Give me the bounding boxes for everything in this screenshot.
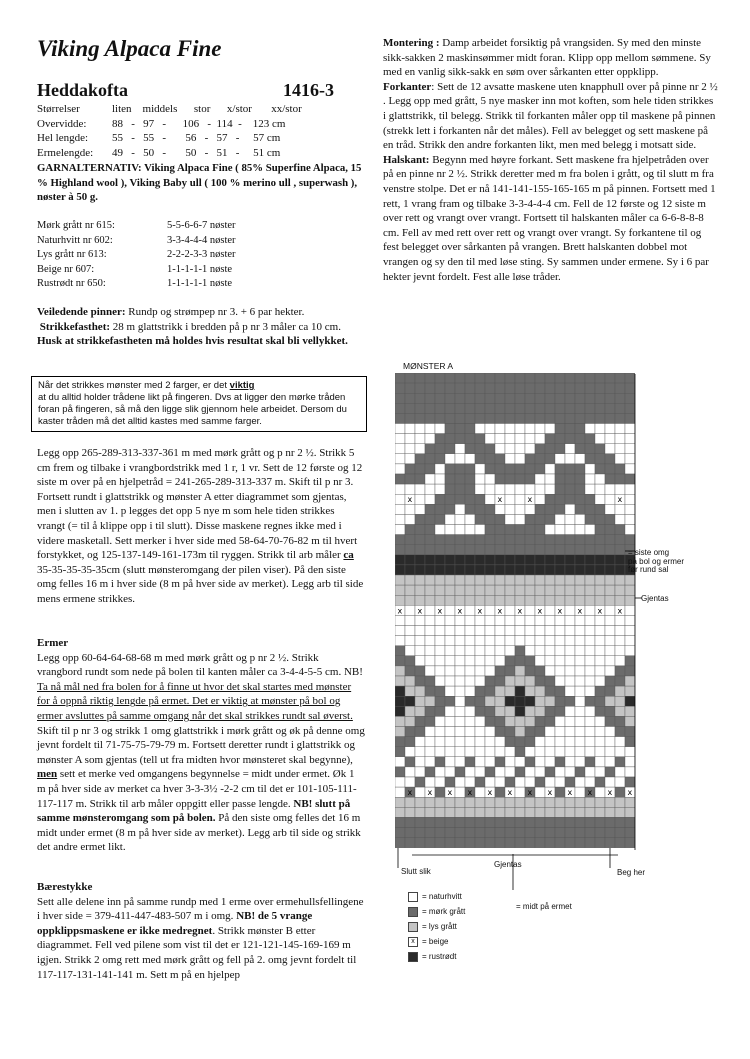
beige-mark: x	[477, 606, 483, 616]
beige-mark: x	[607, 788, 613, 798]
size-row: Overvidde: 88 - 97 - 106 - 114 - 123 cm	[37, 117, 286, 130]
beige-mark: x	[407, 495, 413, 505]
beige-mark: x	[447, 788, 453, 798]
legend-item: x = beige	[408, 934, 465, 949]
beige-mark: x	[517, 606, 523, 616]
last-round-note: = siste omg på bol og ermer før rund sal	[628, 548, 685, 574]
end-here-label: Slutt slik	[401, 867, 431, 876]
beige-mark: x	[397, 606, 403, 616]
legend-item: = naturhvitt	[408, 889, 465, 904]
needles-gauge: Veiledende pinner: Rundp og strømpep nr 3. + 6 par hekter. Strikkefasthet: 28 m glattstrikk i bredden på p nr 3 måler ca 10 cm. Husk at strikkefastheten må holdes hvis resultat skal bli vellykket.	[37, 306, 348, 348]
yoke-section: Bærestykke Sett alle delene inn på samme rundp med 1 erme over ermehullsfellingene i hver side = 379-411-447-483-507 m i omg. NB! de 5 vrange oppklippsmaskene er ikke medregnet. Strikk mønster B etter diagrammet. Fell ved pilene som vist til det er 121-121-145-169-169 m igjen. Strikk 2 omg rett med mørk grått og fell på 2. omg jevnt fordelt til 117-117-131-141-141 m. Sett m på en hjelpep	[37, 881, 364, 981]
legend-item: = lys grått	[408, 919, 465, 934]
brand-title: Viking Alpaca Fine	[37, 36, 222, 61]
sleeve-center-label: = midt på ermet	[516, 902, 572, 911]
beige-mark: x	[427, 788, 433, 798]
beige-mark: x	[527, 788, 533, 798]
beige-mark: x	[617, 606, 623, 616]
yarn-row: Naturhvitt nr 602: 3-3-4-4-4 nøster	[37, 234, 236, 246]
body-instructions: Legg opp 265-289-313-337-361 m med mørk grått og p nr 2 ½. Strikk 5 cm frem og tilbake i vrangbordstrikk med 1 r, 1 vr. Sett de 12 første og 12 siste m over på en hjelpetråd = 241-265-289-313-337 m. Skift til p nr 3. Fortsett rundt i glattstrikk og mønster A etter diagrammet som gjentas, men i slutten av 1. p legges det opp 5 nye m som hele tiden strikkes vrangt (= til å klippe opp i til slutt). Disse maskene regnes ikke med i videre masketall. Sett merker i hver side med 58-64-70-76-82 m til hvert forstykket, og 125-137-149-161-173m til ryggen. Strikk til arb måler ca 35-35-35-35-35cm (slutt mønsteromgang der pilen viser). På den siste omg felles 16 m i hver side (8 m på hver side av merket). Legg arb til side mens ermene strikkes.	[37, 447, 364, 605]
beige-mark: x	[487, 788, 493, 798]
beige-mark: x	[527, 495, 533, 505]
beige-mark: x	[417, 606, 423, 616]
beige-mark: x	[507, 788, 513, 798]
beige-mark: x	[617, 495, 623, 505]
beige-mark: x	[597, 606, 603, 616]
note-box: Når det strikkes mønster med 2 farger, er det viktig at du alltid holder trådene likt på fingeren. Dvs at ligger den mørke tråden foran på fingeren, så må den ligge slik gjennom hele arbeidet. Dersom du kaster tråden må det alltid kastes med samme farger.	[31, 376, 367, 432]
beige-mark: x	[567, 788, 573, 798]
swatch-icon	[408, 892, 418, 902]
legend	[408, 889, 465, 964]
model-name: Heddakofta	[37, 80, 129, 100]
beige-mark: x	[497, 606, 503, 616]
sleeves-section: Ermer Legg opp 60-64-64-68-68 m med mørk grått og p nr 2 ½. Strikk vrangbord rundt som nede på bolen til kanten måler ca 3-4-4-5-5 cm. NB! Ta nå mål ned fra bolen for å finne ut hvor det skal startes med mønster for å oppnå riktig lengde på ermet. Det er viktig at mønster på bol og ermer avsluttes på samme omgang når det skal strikkes rundt sal øverst. Skift til p nr 3 og strikk 1 omg glattstrikk i mørk grått og øk på denne omg jevnt fordelt til 71-75-75-79-79 m. Fortsett deretter rundt i glattstrikk og mønster A som gjentas (tell ut fra midten hvor mønsteret skal begynne), men sett et merke ved omgangens begynnelse = midt under ermet. Øk 1 m på hver side av merket ca hver 3-3-3½ -2-2 cm til det er 101-105-111-117-117 m. Strikk til arb måler oppgitt eller passe lengde. NB! slutt på samme mønsteromgang som på bolen. På den siste omg felles det 16 m midt under ermet (8 m på hver side av merket). Legg arb til side og strikk det andre ermet likt.	[37, 637, 365, 854]
beige-mark: x	[497, 495, 503, 505]
size-header: Størrelser liten middels stor x/stor xx/stor	[37, 103, 302, 115]
swatch-icon	[408, 922, 418, 932]
size-row: Hel lengde: 55 - 55 - 56 - 57 - 57 cm	[37, 132, 281, 144]
beige-mark: x	[407, 788, 413, 798]
chart-annotations	[380, 370, 750, 890]
beige-mark: x	[537, 606, 543, 616]
start-here-label: Beg her	[617, 868, 646, 877]
size-table	[37, 102, 302, 160]
yarn-row: Mørk grått nr 615: 5-5-6-6-7 nøster	[37, 220, 236, 231]
yoke-heading: Bærestykke	[37, 881, 93, 893]
beige-mark: x	[457, 606, 463, 616]
yarn-list	[37, 219, 236, 292]
legend-item: = rustrødt	[408, 949, 465, 964]
yarn-row: Beige nr 607: 1-1-1-1-1 nøste	[37, 263, 233, 275]
beige-mark: x	[577, 606, 583, 616]
yarn-alternative: GARNALTERNATIV: Viking Alpaca Fine ( 85% Superfine Alpaca, 15 % Highland wool ), Viking Baby ull ( 100 % merino ull , superwash ), nøster à 50 g.	[37, 162, 362, 204]
beige-mark: x	[467, 788, 473, 798]
beige-mark: x	[587, 788, 593, 798]
model-code: 1416-3	[283, 80, 334, 100]
beige-mark: x	[557, 606, 563, 616]
right-instructions: Montering : Damp arbeidet forsiktig på vrangsiden. Sy med den minste sikk-sakken 2 maskinsømmer midt foran. Klipp opp mellom sømmene. Sy med en vanlig sikk-sakk en søm over sårkanten etter oppklipp. Forkanter: Sett de 12 avsatte maskene uten knapphull over på pinne nr 2 ½ . Legg opp med grått, 5 nye masker inn mot koften, som hele tiden strikkes i glattstrikk, til belegg. Strikk til forkanten måler opp til maskene på pinnen (strekk lett i forkanten når det måles). Fell av belegget og sett maskene på en tråd. Strikk den andre forkanten likt, men med belegg i motsatt side. Halskant: Begynn med høyre forkant. Sett maskene fra hjelpetråden over på en pinne nr 2 ½. Strikk deretter med m fra bolen i grått, og til slutt m fra venstre stolpe. Det er nå 141-141-155-165-165 m på pinnen. Fortsett med 1 rett, 1 vrang fram og tilbake 3-3-4-4-4 cm. Fell de 12 første og 12 siste m over rett og vrangt over vrangt. Fortsett til halskanten måler ca 6-6-8-8-8 cm. Fell av med rett over rett og vrangt over vrangt. Sy forkantene til og fest belegget over sårkanten på vrangen. Brett halskanten dobbel mot vrangen og sy den til med løse sting. Sy sammen under ermene. Sy i 6 par hekter jevnt fordelt. Fest alle løse tråder.	[383, 37, 718, 283]
repeat-label-right: Gjentas	[641, 594, 669, 603]
swatch-icon	[408, 907, 418, 917]
beige-mark: x	[547, 788, 553, 798]
yarn-row: Rustrødt nr 650: 1-1-1-1-1 nøste	[37, 278, 233, 289]
yarn-row: Lys grått nr 613: 2-2-2-3-3 nøster	[37, 249, 236, 260]
beige-mark: x	[437, 606, 443, 616]
legend-item: = mørk grått	[408, 904, 465, 919]
repeat-label-bottom: Gjentas	[494, 860, 522, 869]
size-row: Ermelengde: 49 - 50 - 50 - 51 - 51 cm	[37, 146, 281, 159]
swatch-icon: x	[408, 937, 418, 947]
sleeves-heading: Ermer	[37, 637, 69, 649]
chart-title: MØNSTER A	[403, 361, 454, 371]
swatch-icon	[408, 952, 418, 962]
beige-mark: x	[627, 788, 633, 798]
